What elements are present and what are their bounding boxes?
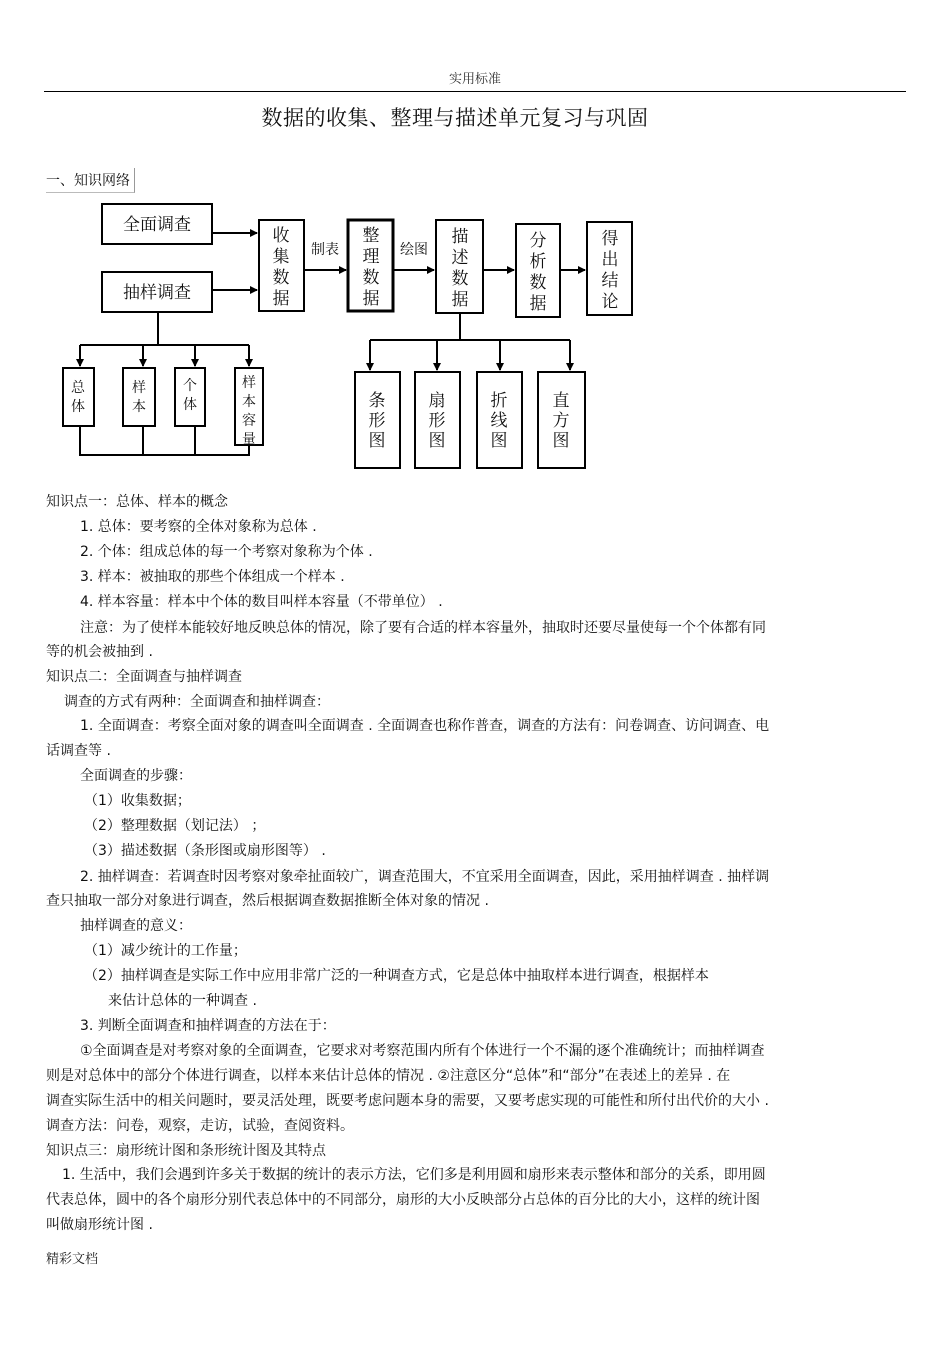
label-tiaoxing-char: 条	[368, 391, 386, 411]
label-rongliang-char: 样	[242, 375, 256, 391]
label-zhengli-char: 理	[362, 247, 380, 267]
label-zhengli-char: 数	[362, 268, 380, 288]
text-line: 全面调查的步骤：	[80, 768, 192, 784]
label-chouyang: 抽样调查	[123, 283, 191, 303]
text-line: 调查方法：问卷，观察，走访，试验，查阅资料。	[46, 1118, 354, 1134]
label-shanxing-char: 形	[428, 411, 446, 431]
label-miaoshu-char: 数	[451, 269, 469, 289]
label-zhifang-char: 方	[552, 411, 570, 431]
text-line: ①全面调查是对考察对象的全面调查，它要求对考察范围内所有个体进行一个不漏的逐个准确统计；而抽样调查	[80, 1043, 765, 1059]
text-line: 2. 抽样调查：若调查时因考察对象牵扯面较广，调查范围大，不宜采用全面调查，因此，采用抽样调查 . 抽样调	[80, 869, 770, 885]
label-shouji-char: 据	[272, 289, 290, 309]
label-huitu: 绘图	[400, 242, 428, 258]
page-footer: 精彩文档	[46, 1252, 99, 1267]
text-line: 则是对总体中的部分个体进行调查，以样本来估计总体的情况 . ②注意区分“总体”和“部分”在表述上的差异 . 在	[46, 1068, 731, 1084]
text-line: 等的机会被抽到 .	[46, 644, 153, 660]
text-line: 知识点一：总体、样本的概念	[46, 494, 228, 510]
label-geti-char: 体	[183, 397, 197, 413]
text-line: （2）抽样调查是实际工作中应用非常广泛的一种调查方式，它是总体中抽取样本进行调查，根据样本	[84, 968, 709, 984]
text-line: 调查实际生活中的相关问题时，要灵活处理，既要考虑问题本身的需要，又要考虑实现的可能性和所付出代价的大小 .	[46, 1093, 769, 1109]
text-line: 代表总体，圆中的各个扇形分别代表总体中的不同部分，扇形的大小反映部分占总体的百分比的大小，这样的统计图	[46, 1192, 760, 1208]
label-miaoshu-char: 据	[451, 290, 469, 310]
section-heading: 一、知识网络	[46, 168, 135, 193]
label-zhexian-char: 折	[490, 391, 508, 411]
label-geti-char: 个	[183, 378, 197, 394]
box-yangben	[123, 368, 155, 426]
label-shanxing-char: 图	[428, 431, 446, 451]
text-line: 3. 样本：被抽取的那些个体组成一个样本 .	[80, 569, 345, 585]
text-line: 3. 判断全面调查和抽样调查的方法在于：	[80, 1018, 336, 1034]
label-zhexian-char: 线	[490, 411, 508, 431]
label-yangben-char: 样	[132, 380, 146, 396]
label-yangben-char: 本	[132, 399, 146, 415]
text-line: 2. 个体：组成总体的每一个考察对象称为个体 .	[80, 544, 373, 560]
label-fenxi-char: 析	[529, 252, 547, 272]
text-line: 1. 全面调查：考察全面对象的调查叫全面调查 . 全面调查也称作普查，调查的方法有：问卷调查、访问调查、电	[80, 718, 770, 734]
text-line: 1. 生活中，我们会遇到许多关于数据的统计的表示方法，它们多是利用圆和扇形来表示整体和部分的关系，即用圆	[62, 1167, 766, 1183]
label-rongliang-char: 量	[242, 432, 256, 448]
label-dechu-char: 结	[601, 271, 619, 291]
header-rule	[44, 91, 906, 92]
text-line: 话调查等 .	[46, 743, 111, 759]
label-dechu-char: 得	[601, 229, 619, 249]
label-dechu-char: 出	[601, 250, 619, 270]
text-line: （3）描述数据（条形图或扇形图等） .	[84, 843, 326, 859]
label-fenxi-char: 据	[529, 294, 547, 314]
text-line: 知识点二：全面调查与抽样调查	[46, 669, 242, 685]
label-zhengli-char: 据	[362, 289, 380, 309]
label-zhifang-char: 直	[552, 391, 570, 411]
page-header: 实用标准	[448, 72, 501, 87]
label-dechu-char: 论	[601, 292, 619, 312]
text-line: （1）收集数据；	[84, 793, 191, 809]
label-miaoshu-char: 描	[451, 227, 469, 247]
text-line: 抽样调查的意义：	[80, 918, 192, 934]
text-line: 注意：为了使样本能较好地反映总体的情况，除了要有合适的样本容量外，抽取时还要尽量使每一个个体都有同	[80, 620, 766, 636]
text-line: 调查的方式有两种：全面调查和抽样调查：	[64, 694, 330, 710]
label-tiaoxing-char: 图	[368, 431, 386, 451]
text-line: 知识点三：扇形统计图和条形统计图及其特点	[46, 1143, 326, 1159]
text-line: （1）减少统计的工作量；	[84, 943, 247, 959]
page-title: 数据的收集、整理与描述单元复习与巩固	[261, 106, 649, 130]
label-zhexian-char: 图	[490, 431, 508, 451]
label-zhengli-char: 整	[362, 226, 380, 246]
label-quanmian: 全面调查	[123, 215, 191, 235]
label-rongliang-char: 容	[242, 413, 256, 429]
label-tiaoxing-char: 形	[368, 411, 386, 431]
knowledge-network-diagram	[0, 195, 950, 480]
text-line: 1. 总体：要考察的全体对象称为总体 .	[80, 519, 317, 535]
label-shouji-char: 数	[272, 268, 290, 288]
label-zongti-char: 体	[71, 399, 85, 415]
text-line: 来估计总体的一种调查 .	[108, 993, 257, 1009]
label-miaoshu-char: 述	[451, 248, 469, 268]
box-zongti	[63, 368, 94, 426]
label-rongliang-char: 本	[242, 394, 256, 410]
label-fenxi-char: 分	[529, 231, 547, 251]
label-zhibiao: 制表	[311, 242, 339, 258]
label-fenxi-char: 数	[529, 273, 547, 293]
text-line: 4. 样本容量：样本中个体的数目叫样本容量（不带单位） .	[80, 594, 443, 610]
text-line: 叫做扇形统计图 .	[46, 1217, 153, 1233]
label-shouji-char: 集	[272, 247, 290, 267]
label-zongti-char: 总	[71, 380, 85, 396]
label-zhifang-char: 图	[552, 431, 570, 451]
label-shouji-char: 收	[272, 226, 290, 246]
text-line: 查只抽取一部分对象进行调查，然后根据调查数据推断全体对象的情况 .	[46, 893, 489, 909]
text-line: （2）整理数据（划记法） ；	[84, 818, 266, 834]
label-shanxing-char: 扇	[428, 391, 446, 411]
